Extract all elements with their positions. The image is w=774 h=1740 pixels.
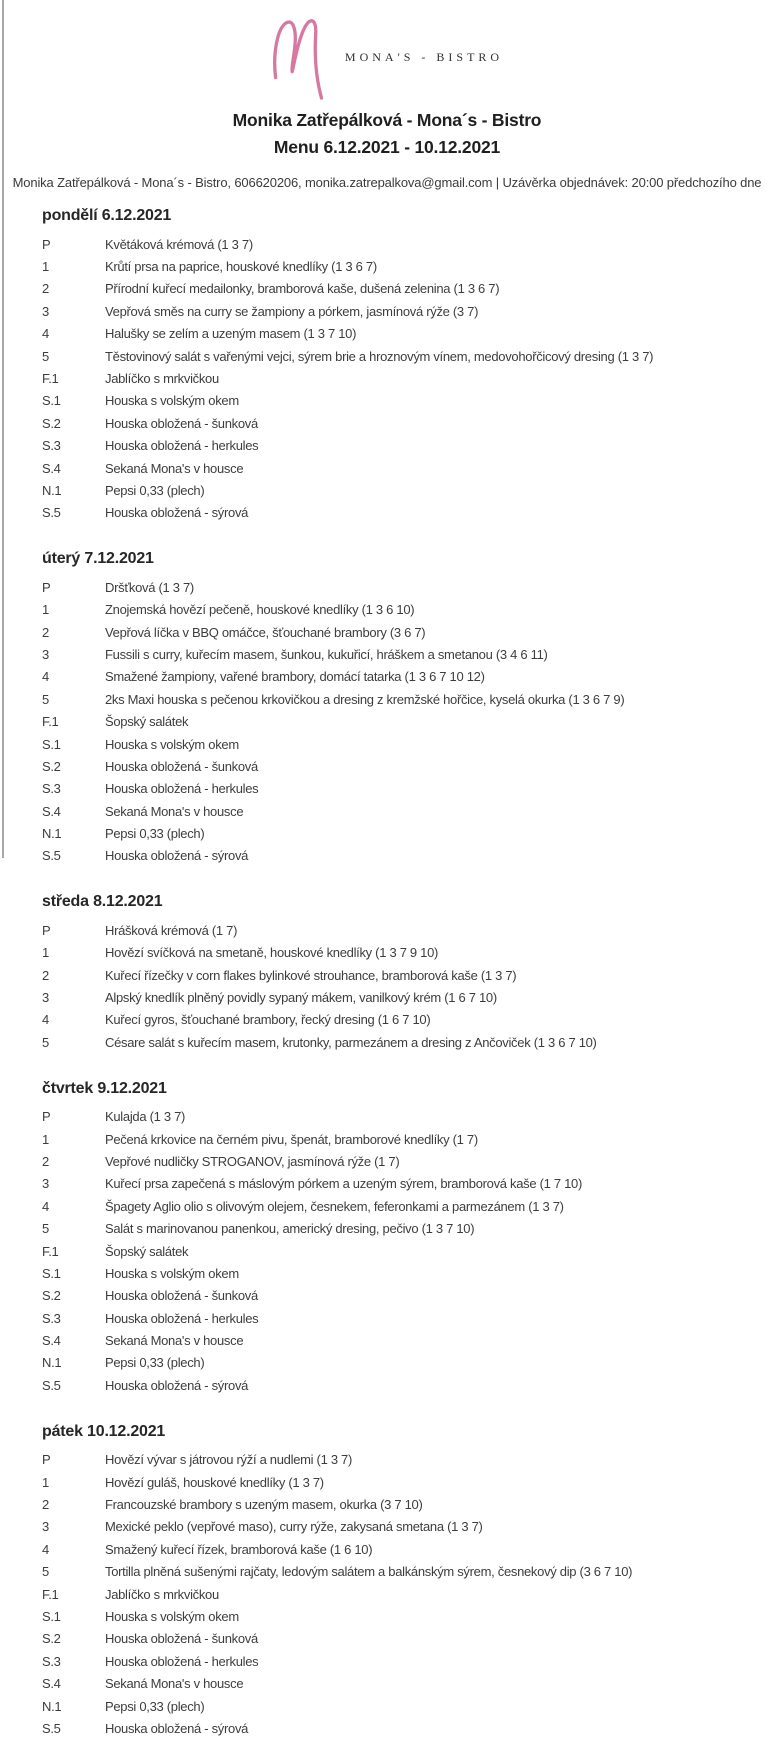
menu-item-row bbox=[42, 300, 774, 322]
menu-item-row bbox=[42, 1262, 774, 1284]
item-code: F.1 bbox=[42, 1243, 59, 1259]
item-name: Šopský salátek bbox=[105, 714, 189, 730]
menu-item-row bbox=[42, 643, 774, 665]
item-code: S.4 bbox=[42, 1333, 61, 1349]
item-code: S.3 bbox=[42, 438, 61, 454]
menu-item-row bbox=[42, 964, 774, 986]
item-code: 5 bbox=[42, 1034, 49, 1050]
day-section bbox=[42, 867, 774, 1053]
menu-item-row bbox=[42, 233, 774, 255]
item-name: Houska obložená - šunková bbox=[105, 758, 258, 774]
item-name: Hovězí guláš, houskové knedlíky (1 3 7) bbox=[105, 1474, 324, 1490]
menu-item-row bbox=[42, 412, 774, 434]
menu-item-row bbox=[42, 1516, 774, 1538]
item-code: S.4 bbox=[42, 803, 61, 819]
item-name: Tortilla plněná sušenými rajčaty, ledovým salátem a balkánským sýrem, česnekový dip (3 6 7 10) bbox=[105, 1564, 633, 1580]
menu-item-row bbox=[42, 1471, 774, 1493]
item-name: Houska obložená - sýrová bbox=[105, 1720, 249, 1736]
menu-item-row bbox=[42, 800, 774, 822]
item-code: 3 bbox=[42, 990, 49, 1006]
menu-item-row bbox=[42, 1173, 774, 1195]
menu-item-row bbox=[42, 710, 774, 732]
menu-item-row bbox=[42, 666, 774, 688]
item-code: P bbox=[42, 1109, 51, 1125]
item-name: Kuřecí řízečky v corn flakes bylinkové strouhance, bramborová kaše (1 3 7) bbox=[105, 967, 517, 983]
item-name: Smažený kuřecí řízek, bramborová kaše (1 6 10) bbox=[105, 1541, 373, 1557]
day-title: pondělí 6.12.2021 bbox=[42, 207, 172, 224]
menu-item-row bbox=[42, 1672, 774, 1694]
item-name: Pepsi 0,33 (plech) bbox=[105, 1698, 205, 1714]
menu-item-row bbox=[42, 598, 774, 620]
menu-item-row bbox=[42, 1717, 774, 1739]
item-code: 2 bbox=[42, 1153, 49, 1169]
page-left-edge-line bbox=[2, 0, 4, 858]
item-code: F.1 bbox=[42, 1586, 59, 1602]
item-name: Houska obložená - sýrová bbox=[105, 505, 249, 521]
item-name: Halušky se zelím a uzeným masem (1 3 7 10) bbox=[105, 326, 357, 342]
item-code: 2 bbox=[42, 1497, 49, 1513]
item-code: 3 bbox=[42, 303, 49, 319]
menu-item-row bbox=[42, 688, 774, 710]
item-code: P bbox=[42, 1452, 51, 1468]
menu-item-row bbox=[42, 367, 774, 389]
day-title: pátek 10.12.2021 bbox=[42, 1422, 166, 1440]
menu-item-row bbox=[42, 1285, 774, 1307]
item-code: S.3 bbox=[42, 1310, 61, 1326]
item-name: Kuřecí prsa zapečená s máslovým pórkem a uzeným sýrem, bramborová kaše (1 7 10) bbox=[105, 1176, 583, 1192]
item-name: Pepsi 0,33 (plech) bbox=[105, 1355, 205, 1371]
item-name: Krůtí prsa na paprice, houskové knedlíky (1 3 6 7) bbox=[105, 259, 377, 275]
menu-date-range: Menu 6.12.2021 - 10.12.2021 bbox=[273, 137, 501, 157]
menu-item-row bbox=[42, 621, 774, 643]
item-name: Květáková krémová (1 3 7) bbox=[105, 236, 253, 252]
item-code: S.4 bbox=[42, 460, 61, 476]
item-name: Sekaná Mona's v housce bbox=[105, 460, 244, 476]
menu-item-row bbox=[42, 755, 774, 777]
item-code: 1 bbox=[42, 1131, 49, 1147]
item-name: Těstovinový salát s vařenými vejci, sýrem brie a hroznovým vínem, medovohořčicový dresing (1 3 7) bbox=[105, 348, 654, 364]
item-name: Houska s volským okem bbox=[105, 1609, 239, 1624]
item-code: 2 bbox=[42, 624, 49, 640]
item-name: Houska obložená - herkules bbox=[105, 438, 259, 454]
item-code: 4 bbox=[42, 669, 49, 685]
logo bbox=[0, 14, 774, 98]
day-section bbox=[42, 524, 774, 867]
page-title: Monika Zatřepálková - Mona´s - Bistro bbox=[232, 110, 542, 130]
item-name: Jablíčko s mrkvičkou bbox=[105, 1586, 219, 1602]
menu-item-row bbox=[42, 435, 774, 457]
item-name: Přírodní kuřecí medailonky, bramborová kaše, dušená zelenina (1 3 6 7) bbox=[105, 281, 500, 297]
item-code: S.1 bbox=[42, 1609, 61, 1624]
menu-item-row bbox=[42, 1583, 774, 1605]
menu-item-row bbox=[42, 502, 774, 524]
item-code: 1 bbox=[42, 1474, 49, 1490]
brand-monogram-icon bbox=[271, 16, 329, 100]
item-code: S.5 bbox=[42, 1377, 61, 1393]
item-name: Hovězí vývar s játrovou rýží a nudlemi (1 3 7) bbox=[105, 1452, 353, 1468]
item-code: N.1 bbox=[42, 1355, 62, 1371]
item-code: P bbox=[42, 236, 51, 252]
item-code: 4 bbox=[42, 1541, 49, 1557]
menu-item-row bbox=[42, 457, 774, 479]
item-code: S.5 bbox=[42, 848, 61, 864]
item-code: S.1 bbox=[42, 736, 61, 752]
item-code: 5 bbox=[42, 691, 49, 707]
menu-item-row bbox=[42, 1449, 774, 1471]
item-code: 2 bbox=[42, 967, 49, 983]
menu-item-row bbox=[42, 1538, 774, 1560]
item-name: Hrášková krémová (1 7) bbox=[105, 922, 238, 938]
menu-item-row bbox=[42, 1009, 774, 1031]
item-code: 1 bbox=[42, 945, 49, 961]
menu-item-row bbox=[42, 1650, 774, 1672]
item-code: S.4 bbox=[42, 1676, 61, 1692]
item-name: Houska obložená - šunková bbox=[105, 1631, 258, 1647]
menu-item-row bbox=[42, 323, 774, 345]
menu-item-row bbox=[42, 1329, 774, 1351]
brand-name-text: MONA'S - BISTRO bbox=[344, 50, 504, 64]
item-name: Sekaná Mona's v housce bbox=[105, 803, 244, 819]
item-code: 4 bbox=[42, 1012, 49, 1028]
item-code: P bbox=[42, 922, 51, 938]
day-title: středa 8.12.2021 bbox=[42, 893, 163, 911]
item-code: S.3 bbox=[42, 781, 61, 797]
item-name: Houska s volským okem bbox=[105, 393, 239, 409]
menu-item-row bbox=[42, 1128, 774, 1150]
item-name: Znojemská hovězí pečeně, houskové knedlíky (1 3 6 10) bbox=[105, 602, 415, 618]
item-name: Houska obložená - šunková bbox=[105, 1288, 258, 1304]
item-name: Mexické peklo (vepřové maso), curry rýže, zakysaná smetana (1 3 7) bbox=[105, 1519, 483, 1535]
item-code: P bbox=[42, 579, 51, 595]
item-name: Houska s volským okem bbox=[105, 736, 239, 752]
menu-item-row bbox=[42, 1217, 774, 1239]
item-code: S.2 bbox=[42, 415, 61, 431]
item-code: 3 bbox=[42, 1519, 49, 1535]
item-name: Pepsi 0,33 (plech) bbox=[105, 482, 205, 498]
item-code: S.2 bbox=[42, 1631, 61, 1647]
item-code: S.2 bbox=[42, 1288, 61, 1304]
item-code: F.1 bbox=[42, 371, 59, 387]
menu-item-row bbox=[42, 919, 774, 941]
item-name: Vepřová směs na curry se žampiony a pórkem, jasmínová rýže (3 7) bbox=[105, 303, 479, 319]
item-name: Houska obložená - sýrová bbox=[105, 1377, 249, 1393]
menu-item-row bbox=[42, 1695, 774, 1717]
item-name: Houska obložená - šunková bbox=[105, 415, 258, 431]
item-name: Houska s volským okem bbox=[105, 1265, 239, 1281]
item-name: Dršťková (1 3 7) bbox=[105, 579, 194, 595]
menu-item-row bbox=[42, 576, 774, 598]
item-code: 1 bbox=[42, 602, 49, 618]
item-name: Pečená krkovice na černém pivu, špenát, bramborové knedlíky (1 7) bbox=[105, 1131, 478, 1147]
item-name: Sekaná Mona's v housce bbox=[105, 1333, 244, 1349]
item-name: Francouzské brambory s uzeným masem, okurka (3 7 10) bbox=[105, 1497, 423, 1513]
item-code: 4 bbox=[42, 1198, 49, 1214]
item-code: N.1 bbox=[42, 482, 62, 498]
item-name: Vepřové nudličky STROGANOV, jasmínová rýže (1 7) bbox=[105, 1153, 400, 1169]
item-code: 4 bbox=[42, 326, 49, 342]
menu-item-row bbox=[42, 1628, 774, 1650]
day-section bbox=[42, 190, 774, 524]
item-name: 2ks Maxi houska s pečenou krkovičkou a dresing z kremžské hořčice, kyselá okurka (1 3 6 7 9) bbox=[105, 691, 625, 707]
item-code: 5 bbox=[42, 1221, 49, 1237]
menu-item-row bbox=[42, 1307, 774, 1329]
item-name: Jablíčko s mrkvičkou bbox=[105, 371, 219, 387]
menu-item-row bbox=[42, 479, 774, 501]
item-name: Houska obložená - herkules bbox=[105, 1653, 259, 1669]
item-name: Césare salát s kuřecím masem, krutonky, parmezánem a dresing z Ančoviček (1 3 6 7 10) bbox=[105, 1034, 597, 1050]
item-code: N.1 bbox=[42, 1698, 62, 1714]
menu-days bbox=[0, 190, 774, 1740]
item-name: Šopský salátek bbox=[105, 1243, 189, 1259]
menu-item-row bbox=[42, 1561, 774, 1583]
item-name: Houska obložená - sýrová bbox=[105, 848, 249, 864]
item-code: 3 bbox=[42, 1176, 49, 1192]
item-name: Houska obložená - herkules bbox=[105, 781, 259, 797]
menu-item-row bbox=[42, 1150, 774, 1172]
item-code: S.1 bbox=[42, 1265, 61, 1281]
item-code: 3 bbox=[42, 646, 49, 662]
item-code: S.2 bbox=[42, 758, 61, 774]
item-name: Fussili s curry, kuřecím masem, šunkou, kukuřicí, hráškem a smetanou (3 4 6 11) bbox=[105, 646, 548, 662]
day-section bbox=[42, 1397, 774, 1740]
menu-item-row bbox=[42, 1374, 774, 1396]
item-code: 5 bbox=[42, 1564, 49, 1580]
item-code: F.1 bbox=[42, 714, 59, 730]
menu-item-row bbox=[42, 942, 774, 964]
menu-item-row bbox=[42, 1605, 774, 1627]
item-code: N.1 bbox=[42, 826, 62, 842]
item-code: S.5 bbox=[42, 505, 61, 521]
menu-item-row bbox=[42, 1352, 774, 1374]
menu-item-row bbox=[42, 1240, 774, 1262]
item-code: S.3 bbox=[42, 1653, 61, 1669]
item-name: Houska obložená - herkules bbox=[105, 1310, 259, 1326]
day-title: úterý 7.12.2021 bbox=[42, 550, 154, 568]
item-code: 2 bbox=[42, 281, 49, 297]
item-name: Hovězí svíčková na smetaně, houskové knedlíky (1 3 7 9 10) bbox=[105, 945, 439, 961]
menu-item-row bbox=[42, 1031, 774, 1053]
menu-item-row bbox=[42, 778, 774, 800]
header bbox=[0, 0, 774, 190]
item-code: S.1 bbox=[42, 393, 61, 409]
day-section bbox=[42, 1054, 774, 1397]
item-name: Špagety Aglio olio s olivovým olejem, česnekem, feferonkami a parmezánem (1 3 7) bbox=[105, 1198, 564, 1214]
menu-item-row bbox=[42, 822, 774, 844]
menu-item-row bbox=[42, 1106, 774, 1128]
menu-item-row bbox=[42, 1195, 774, 1217]
menu-item-row bbox=[42, 845, 774, 867]
menu-item-row bbox=[42, 1493, 774, 1515]
menu-item-row bbox=[42, 345, 774, 367]
item-name: Kulajda (1 3 7) bbox=[105, 1109, 186, 1125]
item-name: Kuřecí gyros, šťouchané brambory, řecký dresing (1 6 7 10) bbox=[105, 1012, 431, 1028]
menu-item-row bbox=[42, 733, 774, 755]
item-code: S.5 bbox=[42, 1720, 61, 1736]
menu-item-row bbox=[42, 390, 774, 412]
menu-item-row bbox=[42, 278, 774, 300]
contact-line: Monika Zatřepálková - Mona´s - Bistro, 606620206, monika.zatrepalkova@gmail.com | Uzávěrka objednávek: 20:00 předchozího dne bbox=[12, 175, 762, 190]
day-title: čtvrtek 9.12.2021 bbox=[42, 1079, 167, 1097]
item-code: 1 bbox=[42, 259, 49, 275]
item-name: Alpský knedlík plněný povidly sypaný mákem, vanilkový krém (1 6 7 10) bbox=[105, 990, 497, 1006]
item-name: Salát s marinovanou panenkou, americký dresing, pečivo (1 3 7 10) bbox=[105, 1221, 475, 1237]
item-code: 5 bbox=[42, 348, 49, 364]
item-name: Pepsi 0,33 (plech) bbox=[105, 826, 205, 842]
item-name: Smažené žampiony, vařené brambory, domácí tatarka (1 3 6 7 10 12) bbox=[105, 669, 485, 685]
item-name: Vepřová líčka v BBQ omáčce, šťouchané brambory (3 6 7) bbox=[105, 624, 426, 640]
menu-item-row bbox=[42, 255, 774, 277]
monogram-stroke bbox=[275, 21, 322, 98]
menu-item-row bbox=[42, 986, 774, 1008]
item-name: Sekaná Mona's v housce bbox=[105, 1676, 244, 1692]
